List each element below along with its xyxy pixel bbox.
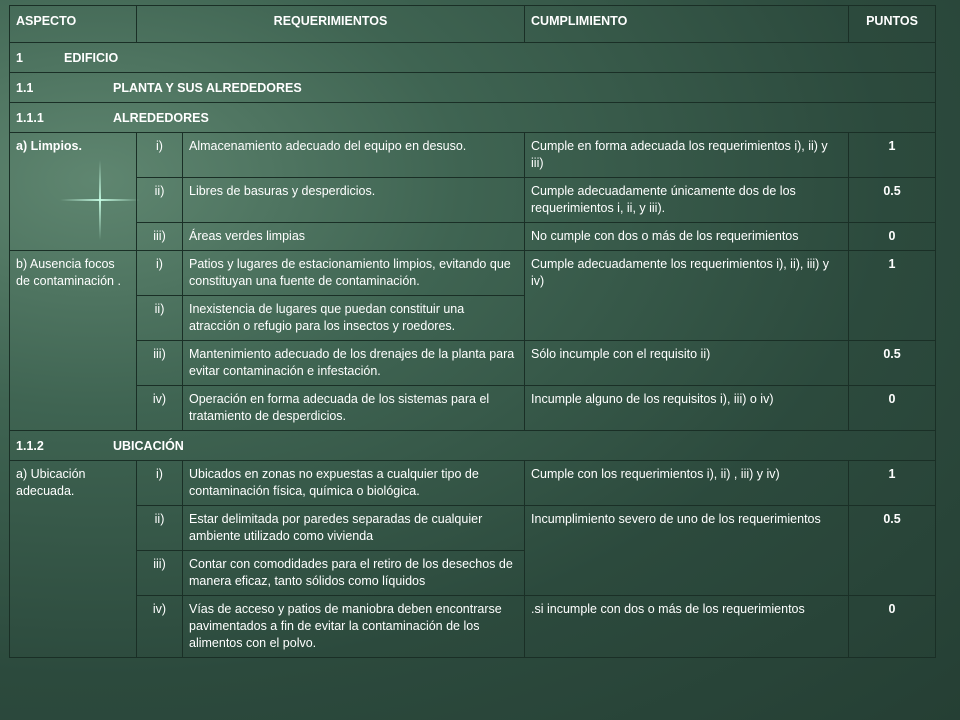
req-text: Almacenamiento adecuado del equipo en desuso. bbox=[183, 133, 525, 178]
req-number: i) bbox=[137, 461, 183, 506]
cump-text: Sólo incumple con el requisito ii) bbox=[525, 341, 849, 386]
section-row-edificio bbox=[10, 43, 936, 73]
req-text: Áreas verdes limpias bbox=[183, 223, 525, 251]
points-value: 0 bbox=[849, 386, 936, 431]
req-text: Ubicados en zonas no expuestas a cualquier tipo de contaminación física, química o biológica. bbox=[183, 461, 525, 506]
section-row-ubicacion bbox=[10, 431, 936, 461]
req-number: iii) bbox=[137, 341, 183, 386]
req-number: i) bbox=[137, 251, 183, 296]
section-title: EDIFICIO bbox=[64, 51, 119, 65]
table-row bbox=[10, 386, 936, 431]
section-number: 1.1 bbox=[16, 81, 34, 95]
table-row bbox=[10, 461, 936, 506]
table-row bbox=[10, 341, 936, 386]
header-row bbox=[10, 6, 936, 43]
section-title: UBICACIÓN bbox=[113, 439, 184, 453]
req-text: Libres de basuras y desperdicios. bbox=[183, 178, 525, 223]
points-value: 0 bbox=[849, 596, 936, 658]
section-row-planta bbox=[10, 73, 936, 103]
section-number: 1.1.1 bbox=[16, 111, 44, 125]
aspect-cell: a) Ubicación adecuada. bbox=[10, 461, 137, 658]
req-text: Contar con comodidades para el retiro de los desechos de manera eficaz, tanto sólidos como líquidos bbox=[183, 551, 525, 596]
req-number: iii) bbox=[137, 223, 183, 251]
section-title: PLANTA Y SUS ALREDEDORES bbox=[113, 81, 302, 95]
header-cumplimiento: CUMPLIMIENTO bbox=[525, 6, 849, 43]
table-row bbox=[10, 133, 936, 178]
req-text: Mantenimiento adecuado de los drenajes de la planta para evitar contaminación e infestación. bbox=[183, 341, 525, 386]
aspect-cell: a) Limpios. bbox=[10, 133, 137, 251]
section-number: 1 bbox=[16, 51, 23, 65]
points-value: 1 bbox=[849, 251, 936, 341]
req-number: ii) bbox=[137, 178, 183, 223]
cump-text: Cumple adecuadamente los requerimientos i), ii), iii) y iv) bbox=[525, 251, 849, 341]
req-number: i) bbox=[137, 133, 183, 178]
header-requerimientos: REQUERIMIENTOS bbox=[137, 6, 525, 43]
requirements-table bbox=[9, 5, 936, 658]
points-value: 0.5 bbox=[849, 178, 936, 223]
cump-text: No cumple con dos o más de los requerimientos bbox=[525, 223, 849, 251]
header-aspecto: ASPECTO bbox=[10, 6, 137, 43]
section-title: ALREDEDORES bbox=[113, 111, 209, 125]
req-number: iv) bbox=[137, 596, 183, 658]
table-row bbox=[10, 506, 936, 551]
aspect-cell: b) Ausencia focos de contaminación . bbox=[10, 251, 137, 431]
req-text: Operación en forma adecuada de los sistemas para el tratamiento de desperdicios. bbox=[183, 386, 525, 431]
req-number: iv) bbox=[137, 386, 183, 431]
req-text: Patios y lugares de estacionamiento limpios, evitando que constituyan una fuente de contaminación. bbox=[183, 251, 525, 296]
req-number: ii) bbox=[137, 296, 183, 341]
cump-text: Cumple con los requerimientos i), ii) , iii) y iv) bbox=[525, 461, 849, 506]
req-number: iii) bbox=[137, 551, 183, 596]
points-value: 0.5 bbox=[849, 506, 936, 596]
cump-text: Incumple alguno de los requisitos i), iii) o iv) bbox=[525, 386, 849, 431]
req-text: Vías de acceso y patios de maniobra deben encontrarse pavimentados a fin de evitar la contaminación de los alimentos con el polvo. bbox=[183, 596, 525, 658]
table-row bbox=[10, 251, 936, 296]
points-value: 0.5 bbox=[849, 341, 936, 386]
table-row bbox=[10, 223, 936, 251]
cump-text: Incumplimiento severo de uno de los requerimientos bbox=[525, 506, 849, 596]
header-puntos: PUNTOS bbox=[849, 6, 936, 43]
req-number: ii) bbox=[137, 506, 183, 551]
points-value: 1 bbox=[849, 461, 936, 506]
section-number: 1.1.2 bbox=[16, 439, 44, 453]
cump-text: Cumple adecuadamente únicamente dos de los requerimientos i, ii, y iii). bbox=[525, 178, 849, 223]
table-row bbox=[10, 178, 936, 223]
cump-text: Cumple en forma adecuada los requerimientos i), ii) y iii) bbox=[525, 133, 849, 178]
req-text: Inexistencia de lugares que puedan constituir una atracción o refugio para los insectos y roedores. bbox=[183, 296, 525, 341]
cump-text: .si incumple con dos o más de los requerimientos bbox=[525, 596, 849, 658]
section-row-alrededores bbox=[10, 103, 936, 133]
req-text: Estar delimitada por paredes separadas de cualquier ambiente utilizado como vivienda bbox=[183, 506, 525, 551]
table-row bbox=[10, 596, 936, 658]
points-value: 1 bbox=[849, 133, 936, 178]
points-value: 0 bbox=[849, 223, 936, 251]
